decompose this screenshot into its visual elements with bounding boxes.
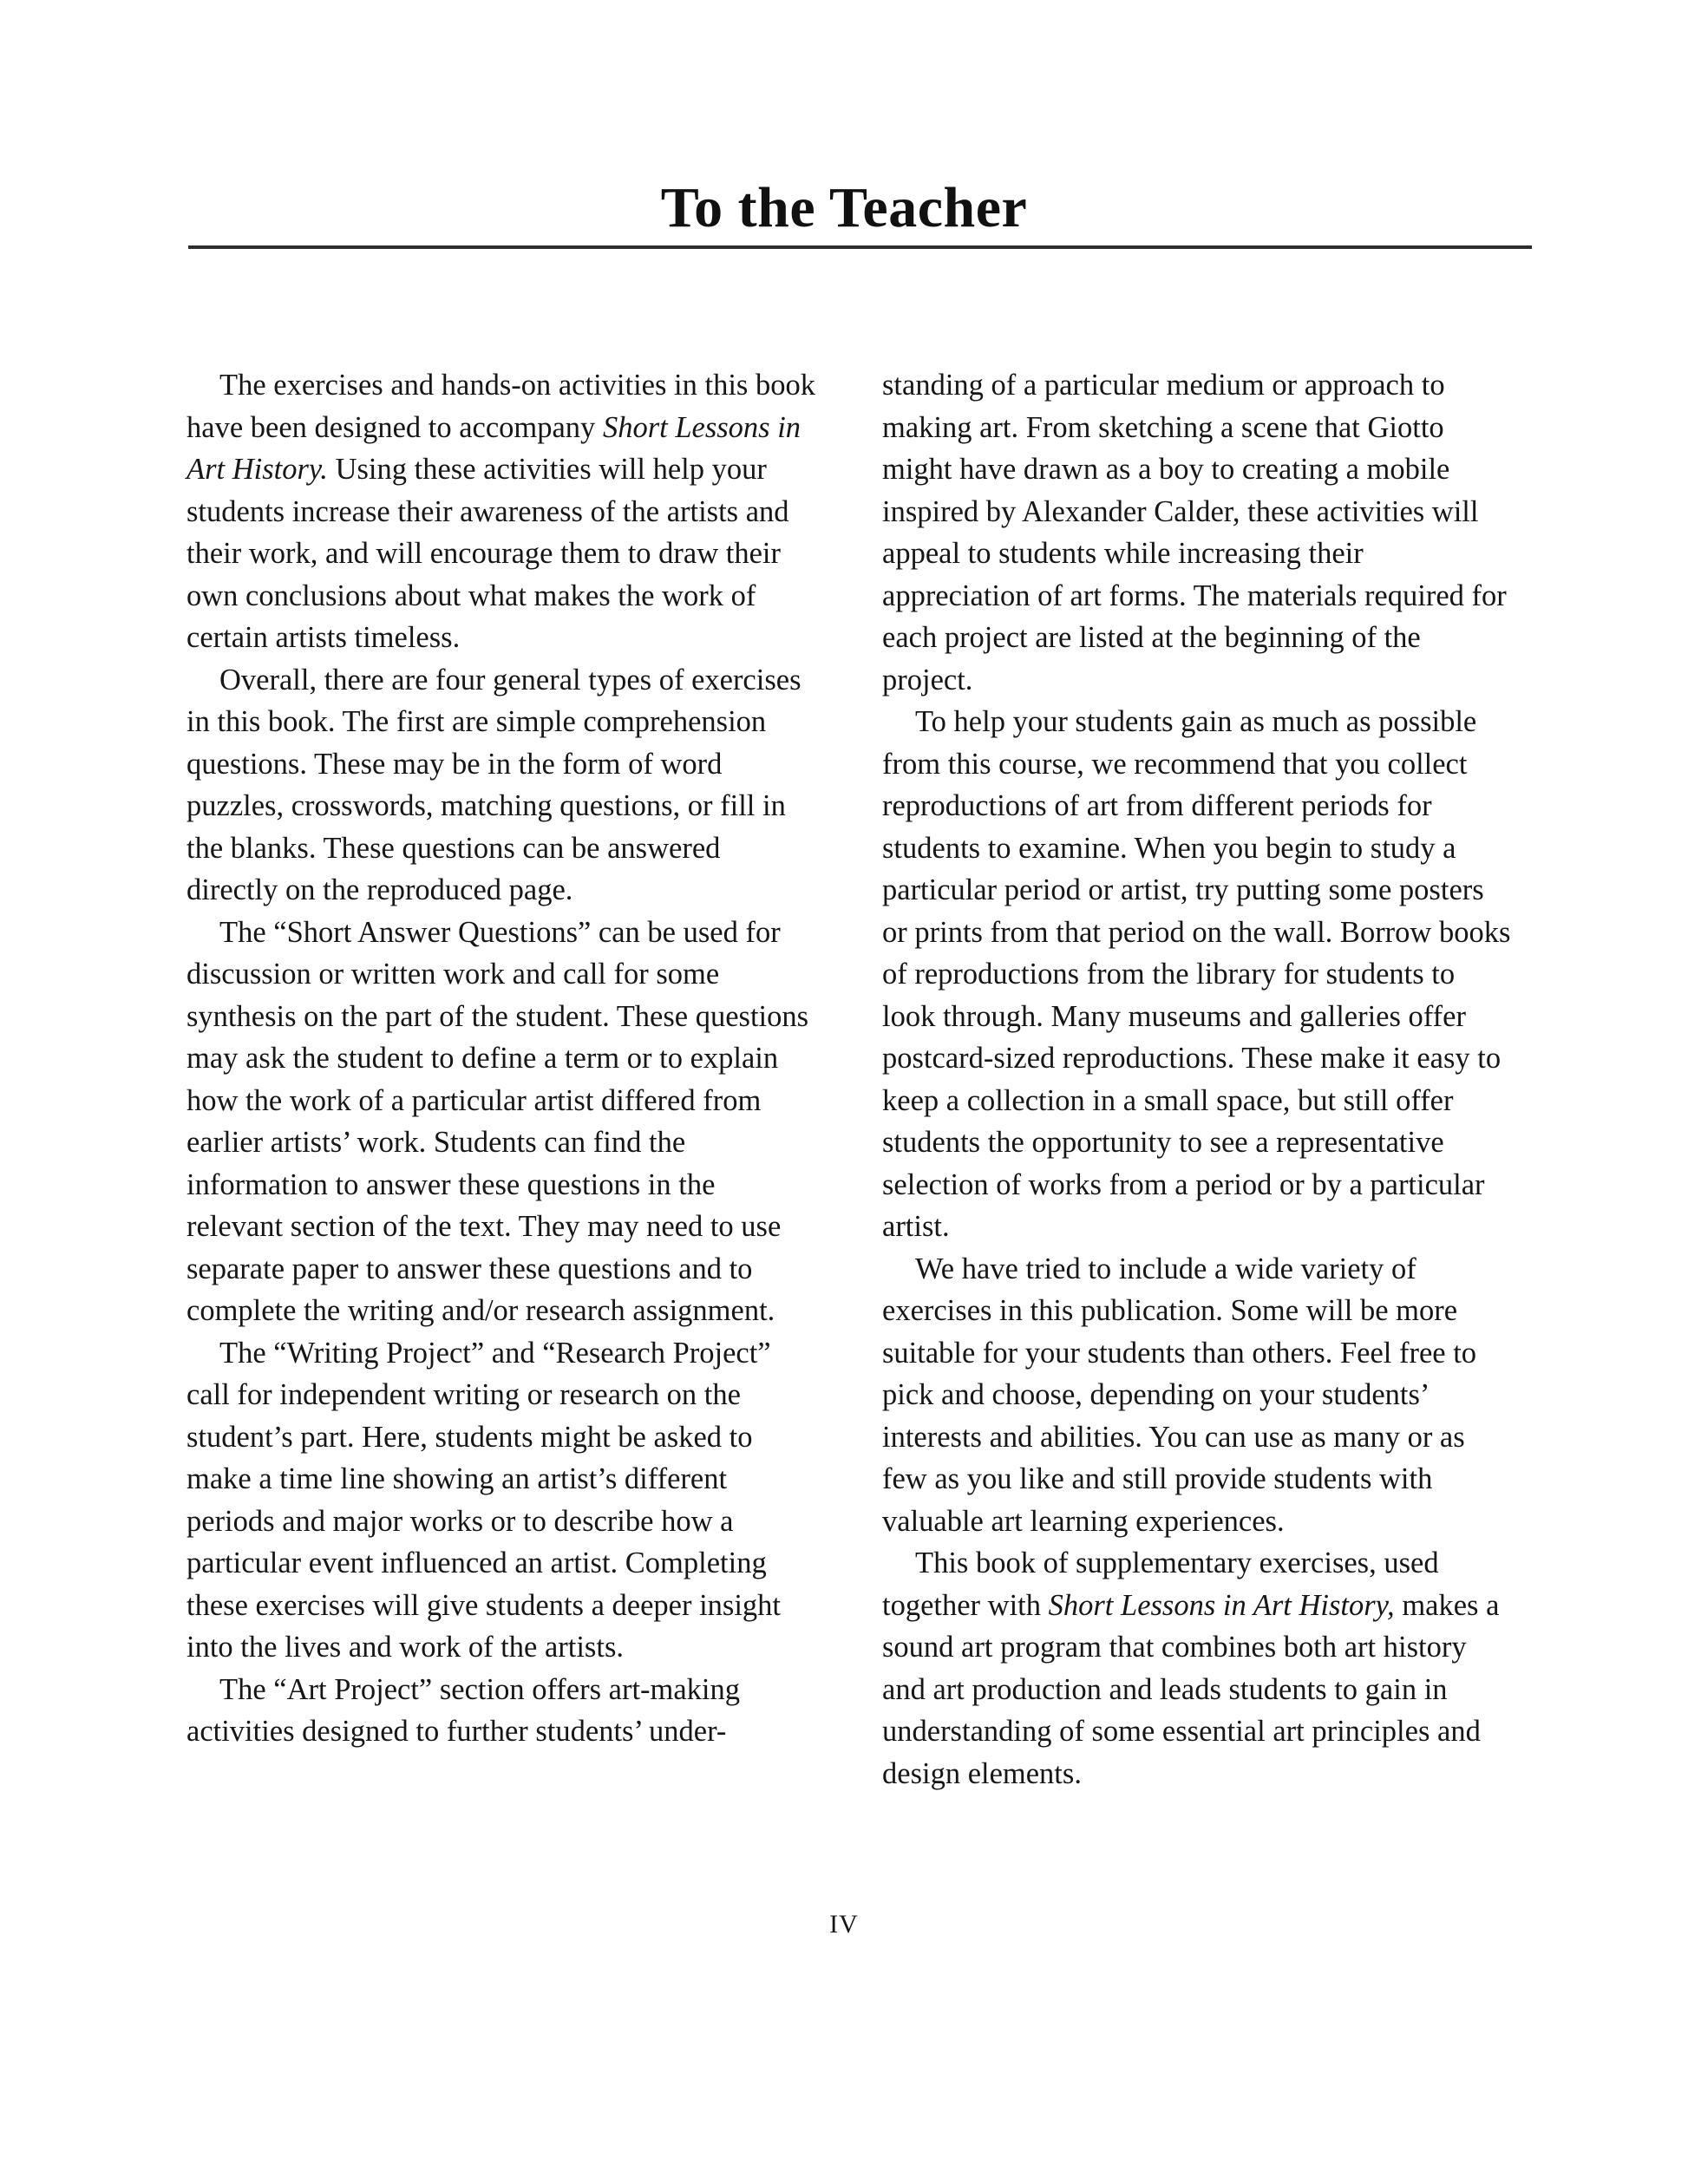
paragraph-right-1: standing of a particular medium or approach to making art. From sketching a scene that Giotto might have drawn as a boy to creating a mobile inspired by Alexander Calder, these activities will appeal to students while increasing their appreciation of art forms. The materials required for each project are listed at the beginning of the project.: [882, 369, 1507, 696]
paragraph-text: makes a sound art program that combines both art history and art production and leads students to gain in understanding of some essential art principles and design elements.: [882, 1588, 1500, 1790]
text-columns: [186, 364, 1514, 1795]
title-divider: [188, 245, 1532, 249]
paragraph-left-2: Overall, there are four general types of exercises in this book. The first are simple comprehension questions. These may be in the form of word puzzles, crosswords, matching questions, or fill in the blanks. These questions can be answered directly on the reproduced page.: [186, 663, 801, 906]
paragraph-right-2: To help your students gain as much as possible from this course, we recommend that you collect reproductions of art from different periods for students to examine. When you begin to study a particular period or artist, try putting some posters or prints from that period on the wall. Borrow books of reproductions from the library for students to look through. Many museums and galleries offer postcard-sized reproductions. These make it easy to keep a collection in a small space, but still offer students the opportunity to see a representative selection of works from a period or by a particular artist.: [882, 705, 1511, 1243]
paragraph-left-4: The “Writing Project” and “Research Project” call for independent writing or research on the student’s part. Here, students might be asked to make a time line showing an artist’s different periods and major works or to describe how a particular event influenced an artist. Completing these exercises will give students a deeper insight into the lives and work of the artists.: [186, 1336, 782, 1664]
left-column: [186, 364, 818, 1795]
paragraph-left-1: [186, 364, 818, 659]
book-title-italic: Short Lessons in Art History,: [1048, 1588, 1395, 1622]
paragraph-left-3: The “Short Answer Questions” can be used for discussion or written work and call for some synthesis on the part of the student. These questions may ask the student to define a term or to explain how the work of a particular artist differed from earlier artists’ work. Students can find the information to answer these questions in the relevant section of the text. They may need to use separate paper to answer these questions and to complete the writing and/or research assignment.: [186, 915, 809, 1327]
paragraph-text: Using these activities will help your students increase their awareness of the artists and their work, and will encourage them to draw their own conclusions about what makes the work of certain artists timeless.: [186, 453, 789, 654]
book-title-italic: Short Lessons in Art History.: [186, 410, 801, 486]
paragraph-text: This book of supplementary exercises, used together with: [882, 1546, 1439, 1622]
page-title: To the Teacher: [660, 176, 1028, 240]
right-column: [882, 364, 1514, 1795]
paragraph-text: The exercises and hands-on activities in this book have been designed to accompany: [186, 369, 815, 444]
page-number: IV: [829, 1910, 859, 1939]
paragraph-right-3: We have tried to include a wide variety of exercises in this publication. Some will be more suitable for your students than others. Feel free to pick and choose, depending on your students’ interests and abilities. You can use as many or as few as you like and still provide students with valuable art learning experiences.: [882, 1252, 1477, 1538]
paragraph-left-5: The “Art Project” section offers art-making activities designed to further students’ under-: [186, 1672, 741, 1748]
paragraph-right-4: [882, 1542, 1514, 1795]
